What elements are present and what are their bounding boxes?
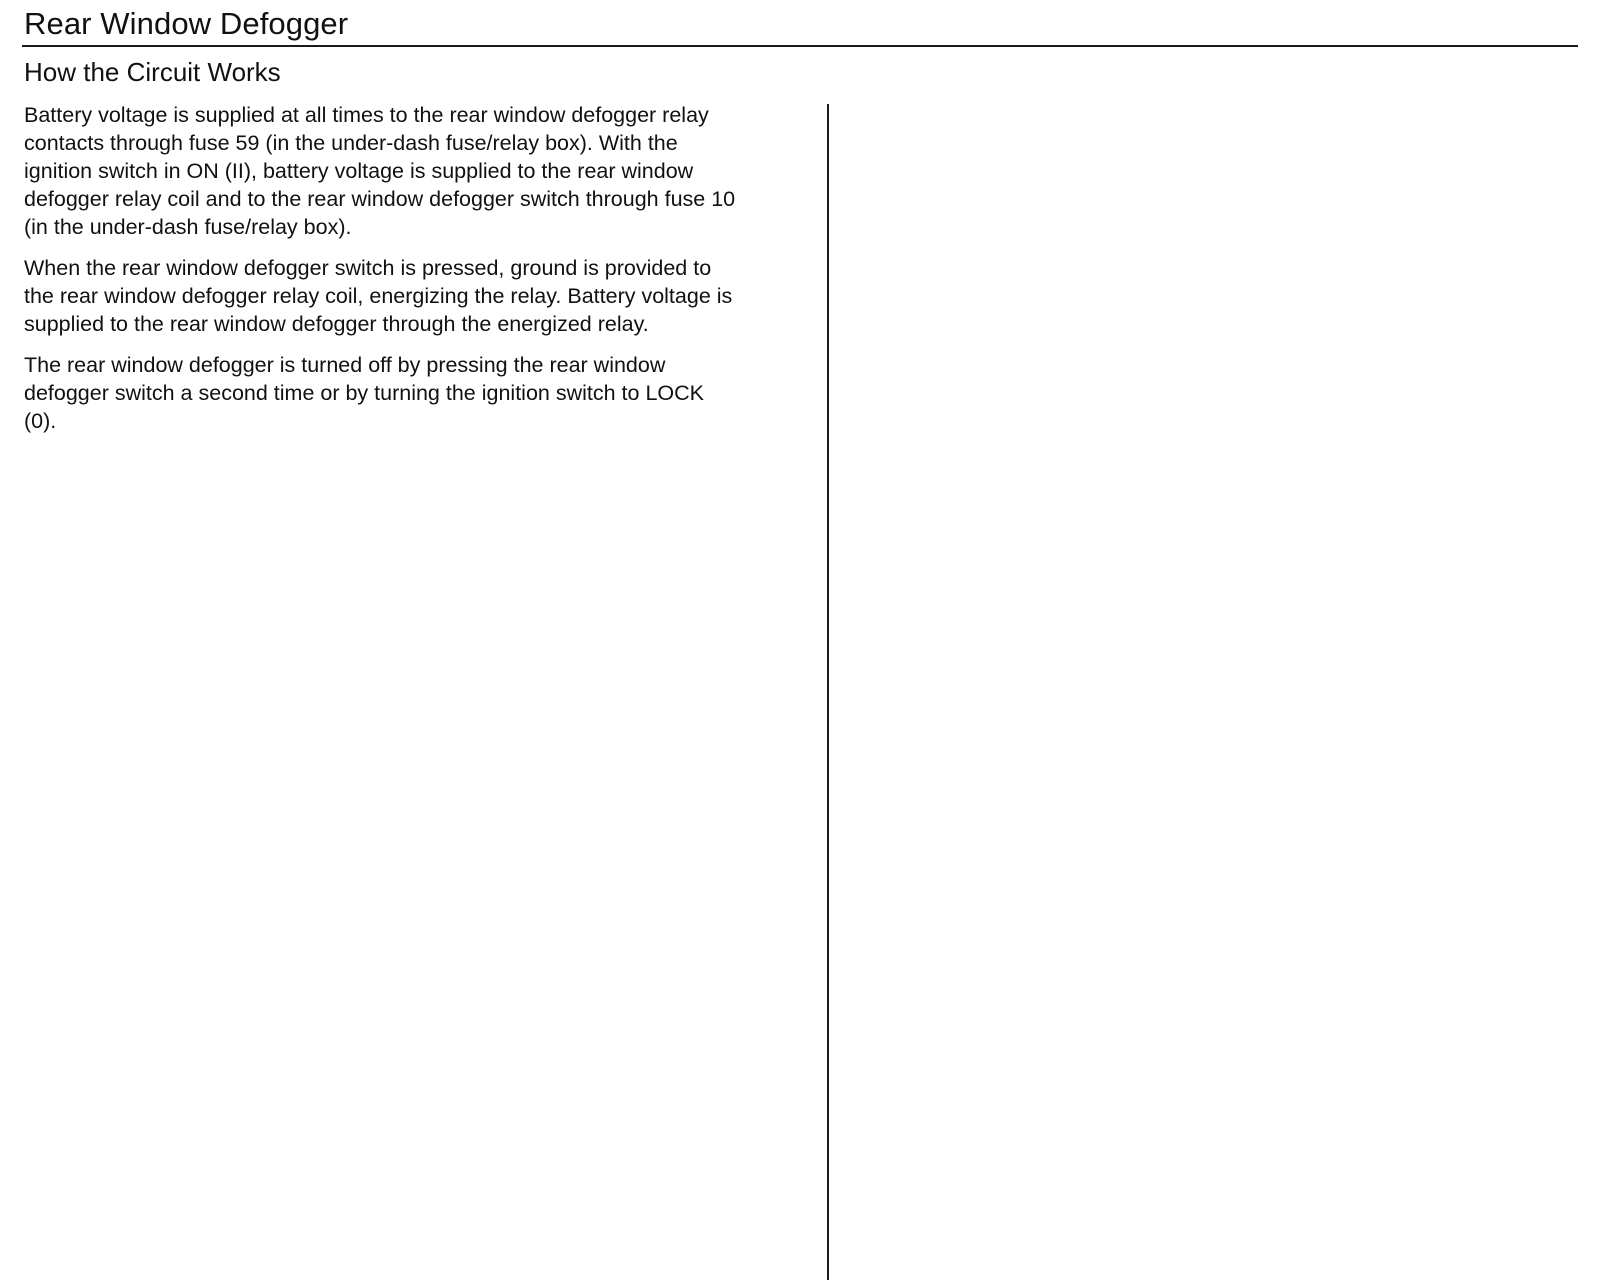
body-text-column xyxy=(24,101,814,448)
paragraph-power-supply: Battery voltage is supplied at all times to the rear window defogger relay contacts through fuse 59 (in the under-dash fuse/relay box). With the ignition switch in ON (II), battery voltage is supplied to the rear window defogger relay coil and to the rear window defogger switch through fuse 10 (in the under-dash fuse/relay box). xyxy=(24,103,736,239)
section-heading: How the Circuit Works xyxy=(24,57,281,87)
title-underline xyxy=(22,45,1578,47)
column-divider xyxy=(827,104,829,1280)
page-title: Rear Window Defogger xyxy=(24,6,349,41)
paragraph-switch-pressed: When the rear window defogger switch is pressed, ground is provided to the rear window defogger relay coil, energizing the relay. Battery voltage is supplied to the rear window defogger through the energized relay. xyxy=(24,256,733,336)
paragraph-turn-off: The rear window defogger is turned off by pressing the rear window defogger switch a second time or by turning the ignition switch to LOCK (0). xyxy=(24,353,704,433)
